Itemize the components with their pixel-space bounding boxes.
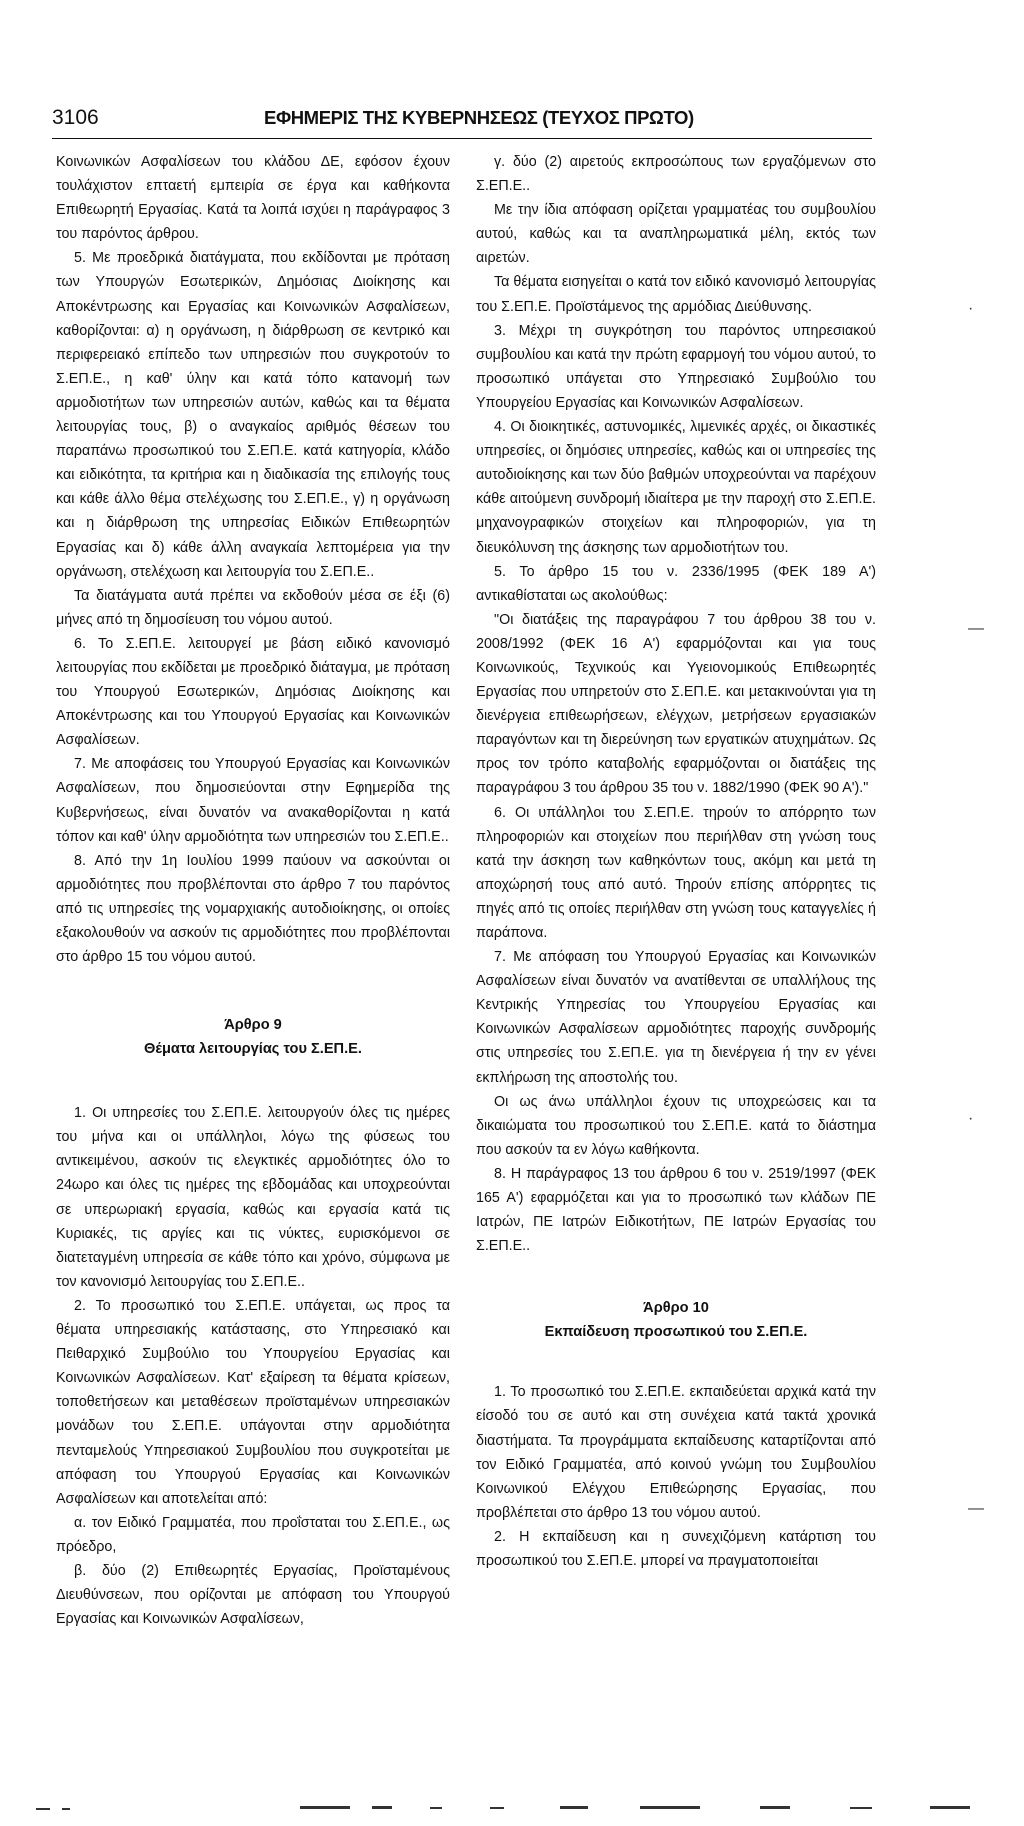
paragraph: β. δύο (2) Επιθεωρητές Εργασίας, Προϊσταμένους Διευθύνσεων, που ορίζονται με απόφαση του Υπουργού Εργασίας και Κοινωνικών Ασφαλίσεων, [56, 1562, 450, 1628]
paragraph: γ. δύο (2) αιρετούς εκπροσώπους των εργαζόμενων στο Σ.ΕΠ.Ε.. [476, 154, 876, 195]
article-10-number: Άρθρο 10 [643, 1300, 709, 1317]
paragraph: 6. Το Σ.ΕΠ.Ε. λειτουργεί με βάση ειδικό κανονισμό λειτουργίας που εκδίδεται με προεδρικό διάταγμα, με πρόταση του Υπουργού Εσωτερικών, Δημόσιας Διοίκησης και Αποκέντρωσης και του Υπουργού Εργασίας και Κοινωνικών Ασφαλίσεων. [56, 635, 450, 749]
paragraph: 8. Η παράγραφος 13 του άρθρου 6 του ν. 2519/1997 (ΦΕΚ 165 Α') εφαρμόζεται και για το προσωπικό των κλάδων ΠΕ Ιατρών, ΠΕ Ιατρών Ειδικοτήτων, ΠΕ Ιατρών Εργασίας του Σ.ΕΠ.Ε.. [476, 1165, 876, 1255]
margin-mark: · [968, 1110, 974, 1127]
paragraph: 1. Το προσωπικό του Σ.ΕΠ.Ε. εκπαιδεύεται αρχικά κατά την είσοδό του σε αυτό και στη συνέχεια κατά τακτά χρονικά διαστήματα. Τα προγράμματα εκπαίδευσης καταρτίζονται από τον Ειδικό Γραμματέα, από κοινού γνώμη του Συμβουλίου Κοινωνικού Ελέγχου Επιθεώρησης Εργασίας, που προβλέπεται στο άρθρο 13 του νόμου αυτού. [476, 1384, 876, 1521]
paragraph: 6. Οι υπάλληλοι του Σ.ΕΠ.Ε. τηρούν το απόρρητο των πληροφοριών και στοιχείων που περιήλθαν στη γνώση τους κατά την άσκηση των καθηκόντων τους, ακόμη και μετά τη αποχώρησή τους από αυτό. Τηρούν επίσης απόρρητες τις πηγές από τις οποίες περιήλθαν στη γνώση τους καταγγελίες ή παράπονα. [476, 804, 876, 941]
paragraph: 7. Με αποφάσεις του Υπουργού Εργασίας και Κοινωνικών Ασφαλίσεων, που δημοσιεύονται στην Εφημερίδα της Κυβερνήσεως, είναι δυνατόν να ανακαθορίζονται η κατά τόπον και καθ' ύλην αρμοδιότητα των υπηρεσιών του Σ.ΕΠ.Ε.. [56, 756, 450, 845]
paragraph: Οι ως άνω υπάλληλοι έχουν τις υποχρεώσεις και τα δικαιώματα του προσωπικού του Σ.ΕΠ.Ε. κατά το διάστημα που ασκούν τα εν λόγω καθήκοντα. [476, 1093, 876, 1158]
paragraph: 3. Μέχρι τη συγκρότηση του παρόντος υπηρεσιακού συμβουλίου και κατά την πρώτη εφαρμογή του νόμου αυτού, το προσωπικό υπάγεται στο Υπηρεσιακό Συμβούλιο του Υπουργείου Εργασίας και Κοινωνικών Ασφαλίσεων. [476, 322, 876, 411]
paragraph: Τα θέματα εισηγείται ο κατά τον ειδικό κανονισμό λειτουργίας του Σ.ΕΠ.Ε. Προϊστάμενος της αρμόδιας Διεύθυνσης. [476, 274, 876, 315]
journal-title: ΕΦΗΜΕΡΙΣ ΤΗΣ ΚΥΒΕΡΝΗΣΕΩΣ (ΤΕΥΧΟΣ ΠΡΩΤΟ) [264, 107, 694, 128]
paragraph: 8. Από την 1η Ιουλίου 1999 παύουν να ασκούνται οι αρμοδιότητες που προβλέπονται στο άρθρο 7 του παρόντος από τις υπηρεσίες της νομαρχιακής αυτοδιοίκησης, οι οποίες εξακολουθούν να ασκούν τις αρμοδιότητες που προβλέπονται στο άρθρο 15 του νόμου αυτού. [56, 852, 450, 966]
left-column [56, 150, 450, 1631]
margin-mark: — [968, 620, 984, 637]
paragraph: 5. Το άρθρο 15 του ν. 2336/1995 (ΦΕΚ 189 Α') αντικαθίσταται ως ακολούθως: [476, 563, 876, 604]
paragraph: "Οι διατάξεις της παραγράφου 7 του άρθρου 38 του ν. 2008/1992 (ΦΕΚ 16 Α') εφαρμόζονται και για τους Κοινωνικούς, Τεχνικούς και Υγειονομικούς Επιθεωρητές Εργασίας που υπηρετούν στο Σ.ΕΠ.Ε. και μετακινούνται για τη διενέργεια επιθεωρήσεων, ελέγχων, μετρήσεων εργασιακών παραγόντων και τη διερεύνηση των εργατικών ατυχημάτων. Ως προς τον τρόπο καταβολής εφαρμόζονται οι διατάξεις της παραγράφου 3 του άρθρου 35 του ν. 1882/1990 (ΦΕΚ 90 Α')." [476, 611, 876, 797]
paragraph: Με την ίδια απόφαση ορίζεται γραμματέας του συμβουλίου αυτού, καθώς και τα αναπληρωματικά μέλη, εκτός των αιρετών. [476, 202, 876, 267]
paragraph: Τα διατάγματα αυτά πρέπει να εκδοθούν μέσα σε έξι (6) μήνες από τη δημοσίευση του νόμου αυτού. [56, 587, 450, 628]
article-9-number: Άρθρο 9 [224, 1017, 282, 1034]
paragraph: 7. Με απόφαση του Υπουργού Εργασίας και Κοινωνικών Ασφαλίσεων είναι δυνατόν να ανατίθενται σε υπαλλήλους της Κεντρικής Υπηρεσίας του Υπουργείου Εργασίας και Κοινωνικών Ασφαλίσεων αρμοδιότητες παροχής συνδρομής στις υπηρεσίες του Σ.ΕΠ.Ε. για τη διενέργεια ή την εν γένει εκπλήρωση της αποστολής του. [476, 949, 876, 1086]
article-10-title: Εκπαίδευση προσωπικού του Σ.ΕΠ.Ε. [544, 1324, 808, 1341]
paragraph: α. τον Ειδικό Γραμματέα, που προΐσταται του Σ.ΕΠ.Ε., ως πρόεδρο, [56, 1514, 450, 1555]
page-header [52, 104, 872, 139]
paragraph: 1. Οι υπηρεσίες του Σ.ΕΠ.Ε. λειτουργούν όλες τις ημέρες του μήνα και οι υπάλληλοι, λόγω της φύσεως του αντικειμένου, ασκούν τις ελεγκτικές αρμοδιότητες όλο το 24ωρο και όλες τις ημέρες της εβδομάδας και υποχρεούνται σε υπερωριακή εργασία, καθώς και εργασία κατά τις Κυριακές, τις αργίες και τις νύκτες, ευρισκόμενοι σε διατεταγμένη υπηρεσία σε κάθε τόπο και χρόνο, σύμφωνα με τον κανονισμό λειτουργίας του Σ.ΕΠ.Ε.. [56, 1105, 450, 1290]
margin-mark: — [968, 1500, 984, 1517]
article-9-title: Θέματα λειτουργίας του Σ.ΕΠ.Ε. [144, 1041, 362, 1058]
paragraph: 4. Οι διοικητικές, αστυνομικές, λιμενικές αρχές, οι δικαστικές υπηρεσίες, οι δημόσιες υπηρεσίες, καθώς και οι υπηρεσίες της αυτοδιοίκησης και των δύο βαθμών υποχρεούνται να παρέχουν κάθε αιτούμενη συνδρομή ιδιαίτερα με την παροχή στο Σ.ΕΠ.Ε. μηχανογραφικών στοιχείων και πληροφοριών, για τη διευκόλυνση της άσκησης των αρμοδιοτήτων του. [476, 419, 876, 556]
right-column [476, 150, 876, 1573]
paragraph: 5. Με προεδρικά διατάγματα, που εκδίδονται με πρόταση των Υπουργών Εσωτερικών, Δημόσιας Διοίκησης και Αποκέντρωσης και Εργασίας και Κοινωνικών Ασφαλίσεων, καθορίζονται: α) η οργάνωση, η διάρθρωση σε κεντρικό και περιφερειακό επίπεδο των υπηρεσιών που συγκροτούν το Σ.ΕΠ.Ε., η καθ' ύλην και κατά τόπο κατανομή των αρμοδιοτήτων των υπηρεσιών αυτών, καθώς και τα θέματα λειτουργίας τους, β) ο αναγκαίος αριθμός θέσεων του παραπάνω προσωπικού του Σ.ΕΠ.Ε. κατά κατηγορία, κλάδο και ειδικότητα, τα κριτήρια και η διαδικασία της επιλογής τους και κάθε άλλο θέμα στελέχωσης του Σ.ΕΠ.Ε., γ) η οργάνωση και η διάρθρωση της υπηρεσίας Ειδικών Επιθεωρητών Εργασίας και δ) κάθε άλλη αναγκαία λεπτομέρεια για την οργάνωση, στελέχωση και λειτουργία του Σ.ΕΠ.Ε.. [56, 250, 450, 580]
paragraph: 2. Η εκπαίδευση και η συνεχιζόμενη κατάρτιση του προσωπικού του Σ.ΕΠ.Ε. μπορεί να πραγματοποιείται [476, 1528, 876, 1569]
margin-mark: · [968, 300, 974, 317]
paragraph: Κοινωνικών Ασφαλίσεων του κλάδου ΔΕ, εφόσον έχουν τουλάχιστον επταετή εμπειρία σε έργα και καθήκοντα Επιθεωρητή Εργασίας. Κατά τα λοιπά ισχύει η παράγραφος 3 του παρόντος άρθρου. [56, 154, 450, 243]
paragraph: 2. Το προσωπικό του Σ.ΕΠ.Ε. υπάγεται, ως προς τα θέματα υπηρεσιακής κατάστασης, στο Υπηρεσιακό και Πειθαρχικό Συμβούλιο του Υπουργείου Εργασίας και Κοινωνικών Ασφαλίσεων. Κατ' εξαίρεση τα θέματα κρίσεων, τοποθετήσεων και μεταθέσεων προϊσταμένων υπηρεσιακών μονάδων του Σ.ΕΠ.Ε. υπάγονται στην αρμοδιότητα πενταμελούς Υπηρεσιακού Συμβουλίου που συγκροτείται με απόφαση του Υπουργού Εργασίας και Κοινωνικών Ασφαλίσεων και αποτελείται από: [56, 1297, 450, 1507]
page-number: 3106 [52, 106, 99, 129]
